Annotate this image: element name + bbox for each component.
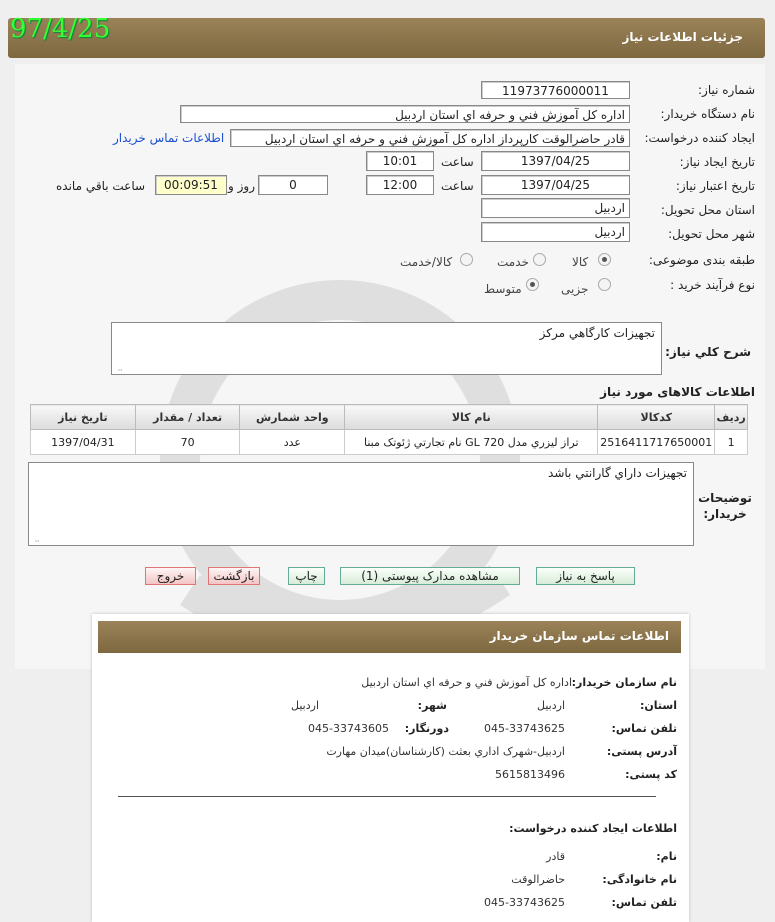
buyer-org-field: اداره کل آموزش فني و حرفه اي استان اردبيل [180,105,630,123]
reply-button[interactable]: پاسخ به نیاز [536,567,635,585]
validity-time-field: 12:00 [366,175,434,195]
process-medium-label: متوسط [484,282,522,296]
contact-city-label: شهر: [417,699,447,712]
table-row [31,430,748,455]
requester-phone-value: 045-33743625 [484,896,565,909]
category-radio-goods-service[interactable] [460,252,473,266]
goods-section-title: اطلاعات کالاهای مورد نیاز [600,385,755,399]
contact-card [92,614,689,922]
city-field: اردبيل [481,222,630,242]
contact-org-label: نام سازمان خریدار: [571,676,677,689]
buyer-contact-link[interactable]: اطلاعات تماس خریدار [113,131,225,145]
category-goods-service-label: کالا/خدمت [400,255,453,269]
col-row-number: ردیف [715,405,748,430]
buyer-notes-label: توضیحات خریدار: [698,491,752,521]
requester-phone-label: تلفن تماس: [611,896,677,909]
category-label: طبقه بندی موضوعی: [648,253,755,267]
process-radio-medium[interactable] [526,277,539,291]
city-label: شهر محل تحویل: [668,227,755,241]
requester-last-name-value: حاضرالوقت [511,873,565,886]
remaining-days-field: 0 [258,175,328,195]
view-attachments-button[interactable]: مشاهده مدارک پیوستی (1) [340,567,520,585]
remaining-days-label: روز و [228,179,255,193]
col-quantity: تعداد / مقدار [135,405,240,430]
page-title: جزئیات اطلاعات نیاز [622,30,743,44]
process-label: نوع فرآیند خرید : [670,278,755,292]
need-number-label: شماره نیاز: [698,83,755,97]
process-radio-minor[interactable] [598,277,611,291]
date-stamp: 97/4/25 [10,14,111,44]
contact-address-value: اردبيل-شهرک اداري بعثت (کارشناسان)ميدان مهارت [326,745,565,758]
requester-first-name-label: نام: [656,850,677,863]
col-unit: واحد شمارش [240,405,345,430]
validity-date-label: تاریخ اعتبار نیاز: [675,179,755,193]
summary-text: تجهيزات کارگاهي مرکز [539,326,655,340]
back-button[interactable]: بازگشت [208,567,260,585]
requester-section-title: اطلاعات ایجاد کننده درخواست: [509,822,677,835]
cell-item-name: تراز ليزري مدل GL 720 نام تجارتي ژئوتک مبنا [345,430,598,455]
cell-need-date: 1397/04/31 [31,430,136,455]
buyer-notes-textarea [28,462,694,546]
contact-city-value: اردبيل [291,699,319,712]
remaining-time-label: ساعت باقي مانده [56,179,146,193]
requester-label: ایجاد کننده درخواست: [644,131,755,145]
created-time-label: ساعت [441,155,474,169]
col-need-date: تاریخ نیاز [31,405,136,430]
category-radio-goods[interactable] [598,252,611,266]
cell-row-number: 1 [715,430,748,455]
province-label: استان محل تحویل: [660,203,755,217]
buyer-org-label: نام دستگاه خریدار: [660,107,755,121]
process-minor-label: جزیی [561,282,589,296]
col-item-code: کدکالا [598,405,715,430]
resize-grip-icon[interactable]: ⣀ [117,362,123,371]
validity-date-field: 1397/04/25 [481,175,630,195]
contact-phone-value: 045-33743625 [484,722,565,735]
cell-quantity: 70 [135,430,240,455]
created-time-field: 10:01 [366,151,434,171]
col-item-name: نام کالا [345,405,598,430]
validity-time-label: ساعت [441,179,474,193]
goods-table [30,404,748,455]
cell-item-code: 2516411717650001 [598,430,715,455]
contact-phone-label: تلفن تماس: [611,722,677,735]
category-goods-label: کالا [572,255,589,269]
contact-card-header [98,621,681,653]
goods-header-row [31,405,748,430]
requester-first-name-value: قادر [546,850,565,863]
category-radio-service[interactable] [533,252,546,266]
contact-card-title: اطلاعات تماس سازمان خریدار [489,629,669,643]
contact-postal-value: 5615813496 [495,768,565,781]
contact-postal-label: کد پستی: [625,768,677,781]
requester-last-name-label: نام خانوادگی: [602,873,677,886]
province-field: اردبيل [481,198,630,218]
contact-address-label: آدرس پستی: [606,745,677,758]
contact-org-value: اداره کل آموزش فني و حرفه اي استان اردبيل [361,676,572,689]
print-button[interactable]: چاپ [288,567,325,585]
cell-unit: عدد [240,430,345,455]
created-date-field: 1397/04/25 [481,151,630,171]
buyer-notes-text: تجهيزات داراي گارانتي باشد [548,466,687,480]
divider [118,796,656,797]
created-date-label: تاریخ ایجاد نیاز: [679,155,755,169]
category-service-label: خدمت [497,255,529,269]
contact-province-label: استان: [640,699,677,712]
summary-label: شرح کلي نیاز: [665,345,751,359]
remaining-time-field: 00:09:51 [155,175,227,195]
need-number-field: 11973776000011 [481,81,630,99]
page-header [8,18,765,58]
resize-grip-icon[interactable]: ⣀ [34,533,40,542]
contact-fax-value: 045-33743605 [308,722,389,735]
requester-field: قادر حاضرالوقت کارپرداز اداره کل آموزش فني و حرفه اي استان اردبيل [230,129,630,147]
summary-textarea [111,322,662,375]
exit-button[interactable]: خروج [145,567,196,585]
contact-fax-label: دورنگار: [404,722,449,735]
contact-province-value: اردبيل [537,699,565,712]
